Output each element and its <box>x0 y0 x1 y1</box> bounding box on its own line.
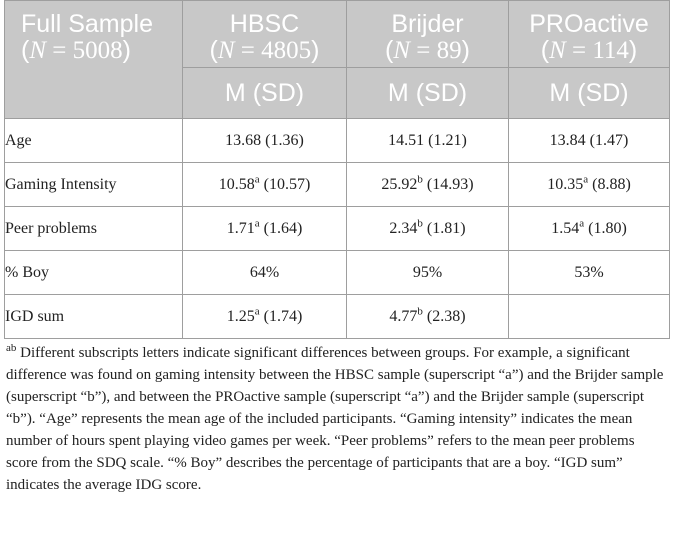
descriptive-table <box>4 0 670 339</box>
table-row <box>5 251 670 295</box>
header-proactive <box>509 1 670 68</box>
table-row <box>5 207 670 251</box>
cell-value: 53% <box>509 251 670 295</box>
table-row <box>5 119 670 163</box>
header-title: PROactive <box>529 10 649 38</box>
cell-value: 13.84 (1.47) <box>509 119 670 163</box>
row-label: IGD sum <box>5 295 183 339</box>
footnote-text: Different subscripts letters indicate significant differences between groups. For example, a significant difference was found on gaming intensity between the HBSC sample (superscript “a”) and the Brijder sample (superscript “b”), and between the PROactive sample (superscript “a”) and the Brijder sample (superscript “b”). “Age” represents the mean age of the included participants. “Gaming intensity” indicates the mean number of hours spent playing video games per week. “Peer problems” refers to the mean peer problems score from the SDQ scale. “% Boy” describes the percentage of participants that are a boy. “IGD sum” indicates the average IDG score. <box>6 345 664 493</box>
msd-proactive: M (SD) <box>509 68 670 119</box>
cell-value: 1.25$^a$ (1.74) <box>183 295 347 339</box>
cell-value: 95% <box>347 251 509 295</box>
header-title: Full Sample <box>21 10 153 38</box>
header-title: HBSC <box>229 10 300 38</box>
table-row <box>5 163 670 207</box>
header-n: (N = 4805) <box>209 36 320 64</box>
msd-brijder: M (SD) <box>347 68 509 119</box>
table-row <box>5 295 670 339</box>
cell-value: 10.58$^a$ (10.57) <box>183 163 347 207</box>
header-hbsc <box>183 1 347 68</box>
cell-value: 10.35$^a$ (8.88) <box>509 163 670 207</box>
header-row <box>5 1 670 68</box>
row-label: Age <box>5 119 183 163</box>
footnote-marker: ab <box>6 342 17 354</box>
cell-value: 1.54$^a$ (1.80) <box>509 207 670 251</box>
header-n: (N = 89) <box>385 36 470 64</box>
cell-value: 14.51 (1.21) <box>347 119 509 163</box>
row-label: Peer problems <box>5 207 183 251</box>
cell-value: 13.68 (1.36) <box>183 119 347 163</box>
cell-value: 2.34$^b$ (1.81) <box>347 207 509 251</box>
header-title: Brijder <box>391 10 464 38</box>
row-label: Gaming Intensity <box>5 163 183 207</box>
header-brijder <box>347 1 509 68</box>
cell-value: 1.71$^a$ (1.64) <box>183 207 347 251</box>
row-label: % Boy <box>5 251 183 295</box>
msd-hbsc: M (SD) <box>183 68 347 119</box>
cell-value: 25.92$^b$ (14.93) <box>347 163 509 207</box>
cell-value: 4.77$^b$ (2.38) <box>347 295 509 339</box>
cell-value <box>509 295 670 339</box>
cell-value: 64% <box>183 251 347 295</box>
header-n: (N = 5008) <box>21 36 131 64</box>
table-footnote <box>6 342 668 496</box>
header-full-sample <box>5 1 183 119</box>
header-n: (N = 114) <box>540 36 638 64</box>
